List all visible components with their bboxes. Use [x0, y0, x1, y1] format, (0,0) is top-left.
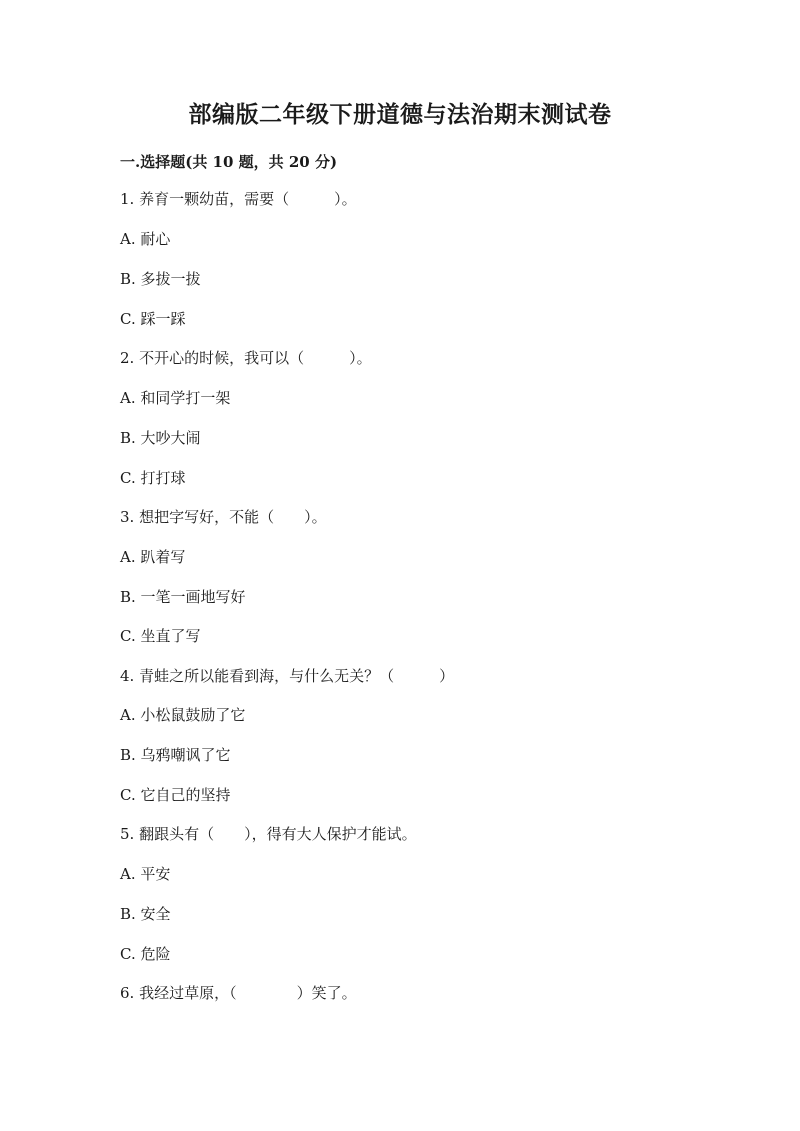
section-heading: 一.选择题(共 10 题，共 20 分)	[120, 153, 338, 171]
answer-option: B. 大吵大闹	[120, 429, 201, 447]
answer-option: B. 安全	[120, 905, 171, 923]
answer-option: A. 平安	[120, 865, 171, 883]
answer-option: B. 多拔一拔	[120, 270, 201, 288]
answer-option: C. 踩一踩	[120, 310, 186, 328]
answer-option: A. 耐心	[120, 230, 171, 248]
answer-option: B. 乌鸦嘲讽了它	[120, 746, 231, 764]
question-stem: 1. 养育一颗幼苗，需要（ ）。	[120, 190, 357, 208]
question-stem: 5. 翻跟头有（ ），得有大人保护才能试。	[120, 825, 417, 843]
question-stem: 3. 想把字写好，不能（ ）。	[120, 508, 327, 526]
question-stem: 4. 青蛙之所以能看到海，与什么无关？（ ）	[120, 667, 455, 685]
answer-option: A. 小松鼠鼓励了它	[120, 706, 246, 724]
answer-option: C. 危险	[120, 945, 171, 963]
page-title: 部编版二年级下册道德与法治期末测试卷	[188, 101, 612, 128]
answer-option: A. 和同学打一架	[120, 389, 231, 407]
question-stem: 2. 不开心的时候，我可以（ ）。	[120, 349, 372, 367]
answer-option: C. 它自己的坚持	[120, 786, 231, 804]
answer-option: A. 趴着写	[120, 548, 186, 566]
question-stem: 6. 我经过草原，（ ）笑了。	[120, 984, 357, 1002]
answer-option: C. 坐直了写	[120, 627, 201, 645]
answer-option: B. 一笔一画地写好	[120, 588, 246, 606]
answer-option: C. 打打球	[120, 469, 186, 487]
